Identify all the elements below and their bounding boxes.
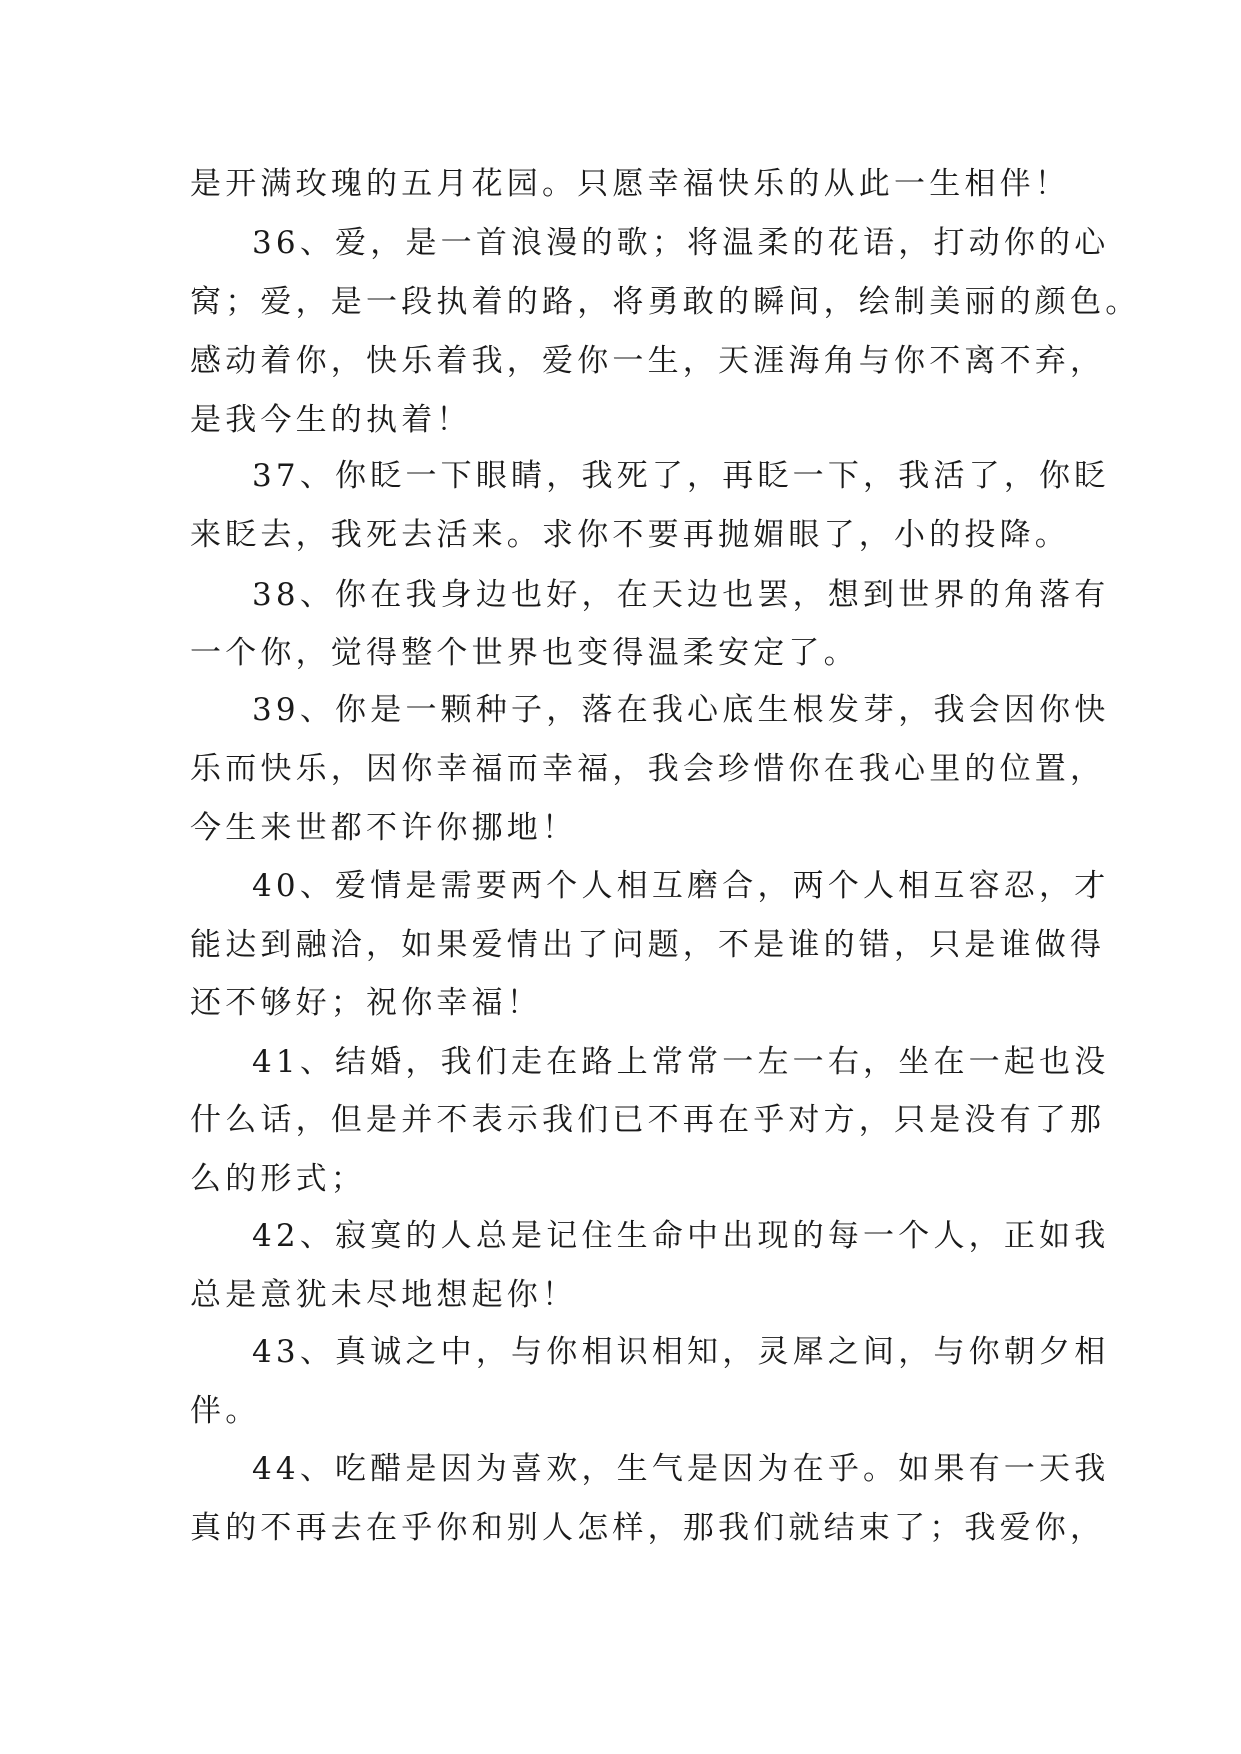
text-line: 是我今生的执着！ [190, 402, 472, 438]
text-line: 真的不再去在乎你和别人怎样，那我们就结束了；我爱你， [190, 1510, 1106, 1546]
text-line: 38、你在我身边也好，在天边也罢，想到世界的角落有 [252, 577, 1110, 613]
text-line: 感动着你，快乐着我，爱你一生，天涯海角与你不离不弃， [190, 343, 1106, 379]
text-line: 总是意犹未尽地想起你！ [190, 1277, 578, 1313]
text-line: 乐而快乐，因你幸福而幸福，我会珍惜你在我心里的位置， [190, 751, 1106, 787]
text-line: 今生来世都不许你挪地！ [190, 810, 578, 846]
text-line: 36、爱，是一首浪漫的歌；将温柔的花语，打动你的心 [252, 225, 1110, 261]
text-line: 是开满玫瑰的五月花园。只愿幸福快乐的从此一生相伴！ [190, 166, 1070, 202]
text-line: 来眨去，我死去活来。求你不要再抛媚眼了，小的投降。 [190, 517, 1070, 553]
text-line: 43、真诚之中，与你相识相知，灵犀之间，与你朝夕相 [252, 1334, 1110, 1370]
text-line: 什么话，但是并不表示我们已不再在乎对方，只是没有了那 [190, 1102, 1106, 1138]
text-line: 还不够好；祝你幸福！ [190, 985, 542, 1021]
text-line: 么的形式； [190, 1161, 366, 1197]
text-line: 能达到融洽，如果爱情出了问题，不是谁的错，只是谁做得 [190, 927, 1106, 963]
text-line: 41、结婚，我们走在路上常常一左一右，坐在一起也没 [252, 1044, 1110, 1080]
text-line: 伴。 [190, 1393, 261, 1429]
text-line: 37、你眨一下眼睛，我死了，再眨一下，我活了，你眨 [252, 458, 1110, 494]
text-line: 42、寂寞的人总是记住生命中出现的每一个人，正如我 [252, 1218, 1110, 1254]
text-line: 一个你，觉得整个世界也变得温柔安定了。 [190, 635, 859, 671]
text-line: 40、爱情是需要两个人相互磨合，两个人相互容忍，才 [252, 868, 1110, 904]
text-line: 39、你是一颗种子，落在我心底生根发芽，我会因你快 [252, 692, 1110, 728]
text-line: 窝；爱，是一段执着的路，将勇敢的瞬间，绘制美丽的颜色。 [190, 284, 1141, 320]
text-line: 44、吃醋是因为喜欢，生气是因为在乎。如果有一天我 [252, 1451, 1110, 1487]
